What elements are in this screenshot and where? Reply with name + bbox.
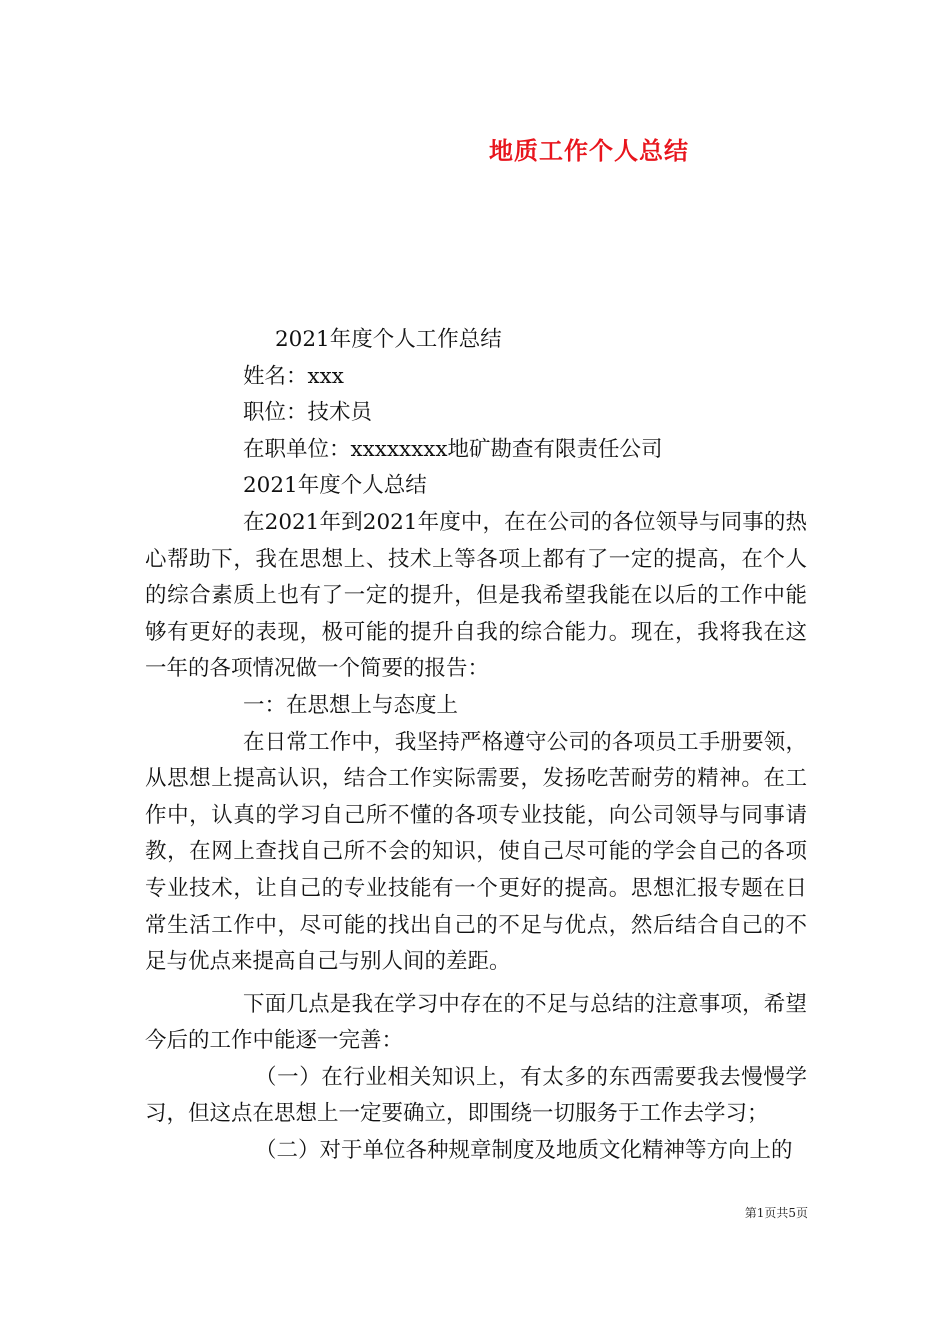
paragraph-shortcomings-intro: 下面几点是我在学习中存在的不足与总结的注意事项，希望今后的工作中能逐一完善： [145, 991, 807, 1054]
header-line-employer: 在职单位：xxxxxxxx地矿勘查有限责任公司 [243, 436, 663, 462]
header-line-year-summary: 2021年度个人工作总结 [275, 327, 502, 352]
list-item-industry-knowledge: （一）在行业相关知识上，有太多的东西需要我去慢慢学习，但这点在思想上一定要确立，即围绕一切服务于工作去学习； [145, 1064, 807, 1127]
paragraph-daily-work: 在日常工作中，我坚持严格遵守公司的各项员工手册要领，从思想上提高认识，结合工作实际需要，发扬吃苦耐劳的精神。在工作中，认真的学习自己所不懂的各项专业技能，向公司领导与同事请教，在网上查找自己所不会的知识，使自己尽可能的学会自己的各项专业技术，让自己的专业技能有一个更好的提高。思想汇报专题在日常生活工作中，尽可能的找出自己的不足与优点，然后结合自己的不足与优点来提高自己与别人间的差距。 [145, 729, 807, 975]
header-line-name: 姓名：xxx [243, 363, 344, 389]
document-title: 地质工作个人总结 [489, 136, 689, 165]
header-line-position: 职位：技术员 [243, 400, 373, 426]
header-line-annual-summary: 2021年度个人总结 [243, 473, 427, 499]
list-item-regulations: （二）对于单位各种规章制度及地质文化精神等方向上的 [255, 1138, 793, 1164]
page-number-footer: 第1页共5页 [744, 1206, 808, 1220]
document-body [145, 322, 807, 1170]
section-heading-thinking-attitude: 一：在思想上与态度上 [243, 692, 459, 718]
paragraph-intro: 在2021年到2021年度中，在在公司的各位领导与同事的热心帮助下，我在思想上、技术上等各项上都有了一定的提高，在个人的综合素质上也有了一定的提升，但是我希望我能在以后的工作中能够有更好的表现，极可能的提升自我的综合能力。现在，我将我在这一年的各项情况做一个简要的报告： [145, 509, 807, 682]
